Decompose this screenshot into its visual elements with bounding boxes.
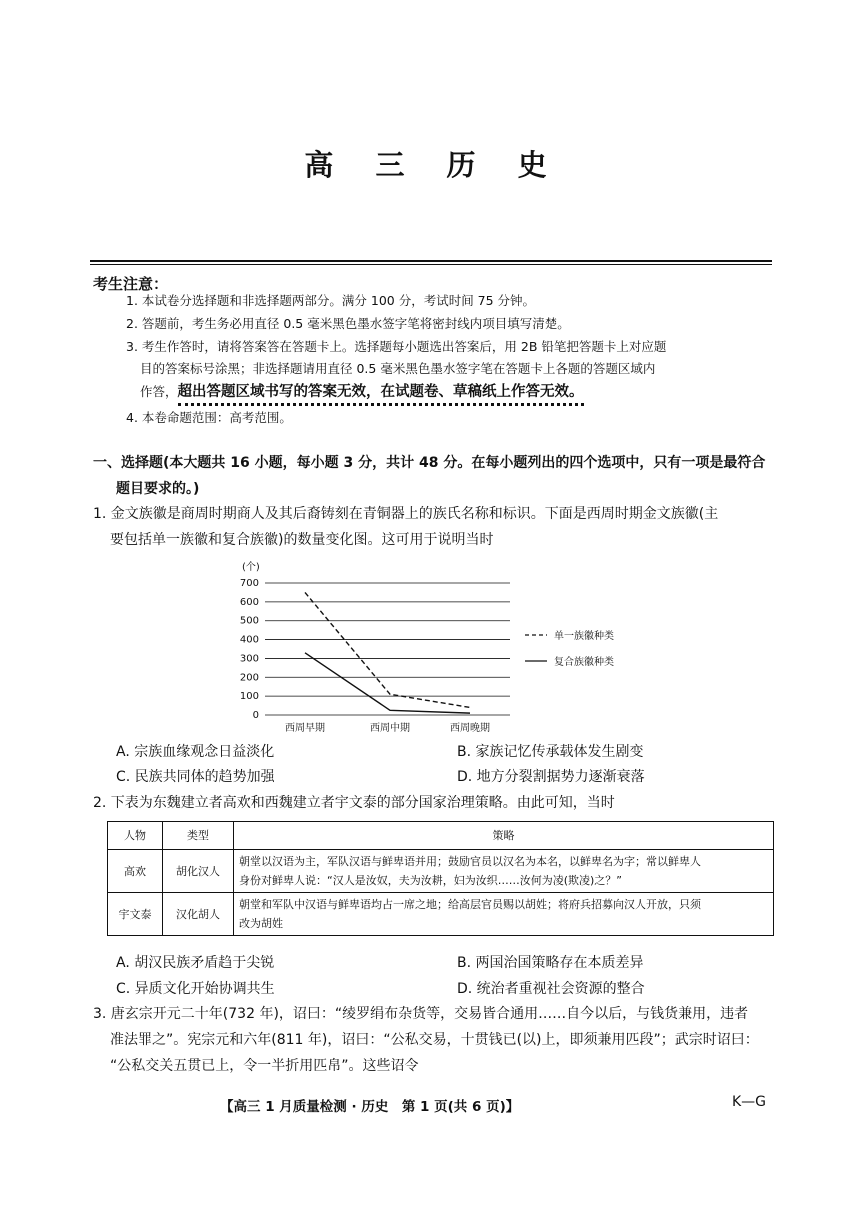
header-type: 类型: [163, 822, 234, 850]
notice-item-1: 1. 本试卷分选择题和非选择题两部分。满分 100 分，考试时间 75 分钟。: [126, 293, 536, 308]
header-person: 人物: [108, 822, 163, 850]
table-header-row: [108, 822, 774, 850]
notice-item-2: 2. 答题前，考生务必用直径 0.5 毫米黑色墨水签字笔将密封线内项目填写清楚。: [126, 316, 570, 331]
strategy-line: 身份对鲜卑人说：“汉人是汝奴，夫为汝耕，妇为汝织……汝何为凌(欺凌)之？”: [239, 874, 622, 887]
q3-stem-line2: 准法罪之”。宪宗元和六年(811 年)，诏曰：“公私交易，十贯钱已(以)上，即须兼用匹段”；武宗时诏曰：: [110, 1032, 759, 1048]
header-rule-thin: [90, 264, 772, 265]
header-strategy: 策略: [234, 822, 774, 850]
notice-heading: 考生注意：: [93, 275, 169, 293]
table-row: [108, 893, 774, 936]
table-row: [108, 850, 774, 893]
y-tick-label: 500: [239, 615, 259, 627]
x-tick-label: 西周早期: [285, 723, 325, 734]
x-tick-label: 西周中期: [370, 723, 410, 734]
q2-option-c: C. 异质文化开始协调共生: [116, 981, 275, 997]
y-tick-label: 0: [252, 710, 259, 721]
q1-stem-line2: 要包括单一族徽和复合族徽)的数量变化图。这可用于说明当时: [110, 532, 494, 548]
row-strategy: [234, 850, 774, 893]
q2-option-a: A. 胡汉民族矛盾趋于尖锐: [116, 955, 275, 971]
strategy-line: 改为胡姓: [239, 917, 283, 930]
row-type: 胡化汉人: [163, 850, 234, 893]
strategy-line: 朝堂以汉语为主，军队汉语与鲜卑语并用；鼓励官员以汉名为本名，以鲜卑名为字；常以鲜卑人: [239, 855, 701, 868]
y-tick-label: 700: [239, 578, 259, 589]
y-axis-unit-label: (个): [242, 562, 260, 573]
q1-option-b: B. 家族记忆传承载体发生剧变: [457, 744, 644, 760]
q3-stem-line1: 3. 唐玄宗开元二十年(732 年)，诏曰：“绫罗绢布杂货等，交易皆合通用……自今以后，与钱货兼用，违者: [93, 1006, 749, 1022]
row-strategy: [234, 893, 774, 936]
y-tick-label: 100: [239, 691, 259, 703]
y-tick-label: 600: [239, 596, 259, 608]
y-tick-label: 400: [239, 634, 259, 646]
q3-stem-line3: “公私交关五贯已上，令一半折用匹帛”。这些诏令: [110, 1058, 419, 1074]
page-footer: 【高三 1 月质量检测 · 历史 第 1 页(共 6 页)】: [220, 1099, 520, 1115]
notice-item-3-cont: 目的答案标号涂黑；非选择题请用直径 0.5 毫米黑色墨水签字笔在答题卡上各题的答题区域内: [140, 361, 656, 376]
legend-label: 复合族徽种类: [554, 657, 614, 668]
y-tick-label: 300: [239, 653, 259, 665]
q1-stem-line1: 1. 金文族徽是商周时期商人及其后裔铸刻在青铜器上的族氏名称和标识。下面是西周时期金文族徽(主: [93, 506, 719, 522]
row-type: 汉化胡人: [163, 893, 234, 936]
y-tick-label: 200: [239, 672, 259, 684]
paper-code: K—G: [732, 1094, 767, 1110]
series-line-single-emblem: [305, 592, 470, 707]
section-heading: 一、选择题(本大题共 16 小题，每小题 3 分，共计 48 分。在每小题列出的四个选项中，只有一项是最符合: [93, 455, 766, 471]
notice-item-4: 4. 本卷命题范围：高考范围。: [126, 410, 292, 425]
notice-item-3-end: [140, 381, 584, 403]
q1-option-a: A. 宗族血缘观念日益淡化: [116, 744, 275, 760]
q2-option-d: D. 统治者重视社会资源的整合: [457, 981, 645, 997]
q2-option-b: B. 两国治国策略存在本质差异: [457, 955, 644, 971]
strategy-line: 朝堂和军队中汉语与鲜卑语均占一席之地；给高层官员赐以胡姓；将府兵招募向汉人开放，只须: [239, 898, 701, 911]
row-person: 高欢: [108, 850, 163, 893]
q1-option-c: C. 民族共同体的趋势加强: [116, 769, 275, 785]
notice-item-3-tail: 作答，: [140, 384, 178, 399]
x-tick-label: 西周晚期: [450, 723, 490, 734]
header-rule-thick: [90, 260, 772, 262]
q1-option-d: D. 地方分裂割据势力逐渐衰落: [457, 769, 645, 785]
row-person: 宇文泰: [108, 893, 163, 936]
q2-policy-table: [107, 821, 774, 936]
legend-label: 单一族徽种类: [554, 631, 614, 642]
page-title: 高 三 历 史: [304, 148, 563, 182]
notice-item-3: 3. 考生作答时，请将答案答在答题卡上。选择题每小题选出答案后，用 2B 铅笔把答题卡上对应题: [126, 339, 667, 354]
clan-emblem-line-chart: [220, 558, 650, 743]
notice-emphasis: 超出答题区域书写的答案无效，在试题卷、草稿纸上作答无效。: [178, 384, 584, 406]
section-heading-cont: 题目要求的。): [116, 481, 200, 497]
q2-stem: 2. 下表为东魏建立者高欢和西魏建立者宇文泰的部分国家治理策略。由此可知，当时: [93, 795, 615, 811]
